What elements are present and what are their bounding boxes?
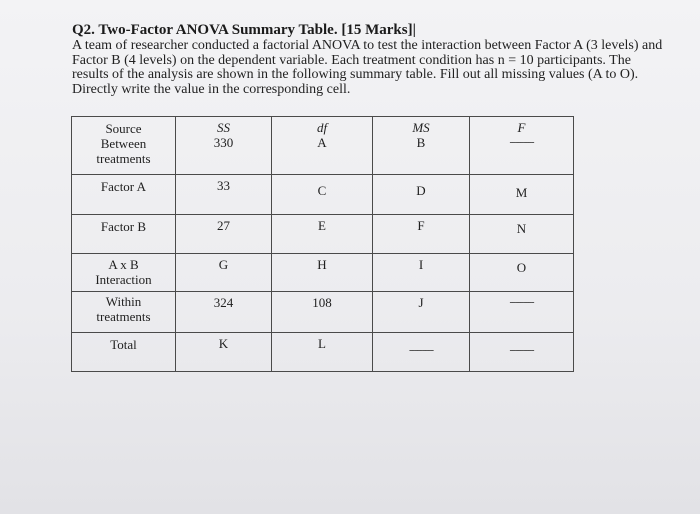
row-df: L — [272, 333, 373, 372]
row-source: Factor A — [72, 175, 176, 215]
row-ss: G — [176, 254, 272, 292]
row-ms: D — [373, 175, 470, 215]
header-ms: MS — [412, 120, 430, 135]
row-f: --------- — [470, 333, 574, 372]
row-df: A — [317, 135, 327, 150]
anova-summary-table — [71, 116, 574, 372]
row-f: M — [470, 175, 574, 215]
table-row — [72, 292, 574, 333]
f-cell — [470, 117, 574, 175]
row-ss: 33 — [176, 175, 272, 215]
row-ss: K — [176, 333, 272, 372]
question-title: Q2. Two-Factor ANOVA Summary Table. [15 Marks]| — [72, 22, 416, 38]
header-source: Source — [105, 121, 142, 136]
row-f: --------- — [470, 292, 574, 333]
question-body: A team of researcher conducted a factorial ANOVA to test the interaction between Factor A (3 levels) and Factor B (4 levels) on the dependent variable. Each treatment condition has n = 10 participants. The results of the analysis are shown in the following summary table. Fill out all missing values (A to O). Directly write the value in the corresponding cell. — [72, 38, 663, 97]
row-df: E — [272, 215, 373, 254]
table-row — [72, 254, 574, 292]
row-ms: B — [416, 135, 426, 150]
row-f: --------- — [509, 136, 534, 148]
row-source: Within treatments — [72, 292, 176, 333]
row-ms: J — [373, 292, 470, 333]
row-ss: 324 — [176, 292, 272, 333]
row-f: O — [470, 254, 574, 292]
row-f: N — [470, 215, 574, 254]
row-source: A x B Interaction — [72, 254, 176, 292]
row-ms: --------- — [373, 333, 470, 372]
row-source: Factor B — [72, 215, 176, 254]
row-df: 108 — [272, 292, 373, 333]
row-df: H — [272, 254, 373, 292]
row-ms: F — [373, 215, 470, 254]
header-ss: SS — [217, 120, 230, 135]
table-row — [72, 117, 574, 175]
ms-cell — [373, 117, 470, 175]
table-row — [72, 215, 574, 254]
table-row — [72, 175, 574, 215]
df-cell — [272, 117, 373, 175]
header-df: df — [316, 120, 328, 135]
row-source: Between treatments — [96, 136, 151, 166]
ss-cell — [176, 117, 272, 175]
row-df: C — [272, 175, 373, 215]
row-source: Total — [72, 333, 176, 372]
row-ss: 330 — [213, 135, 234, 150]
source-cell — [72, 117, 176, 175]
header-f: F — [517, 120, 526, 135]
table-row — [72, 333, 574, 372]
row-ss: 27 — [176, 215, 272, 254]
row-ms: I — [373, 254, 470, 292]
